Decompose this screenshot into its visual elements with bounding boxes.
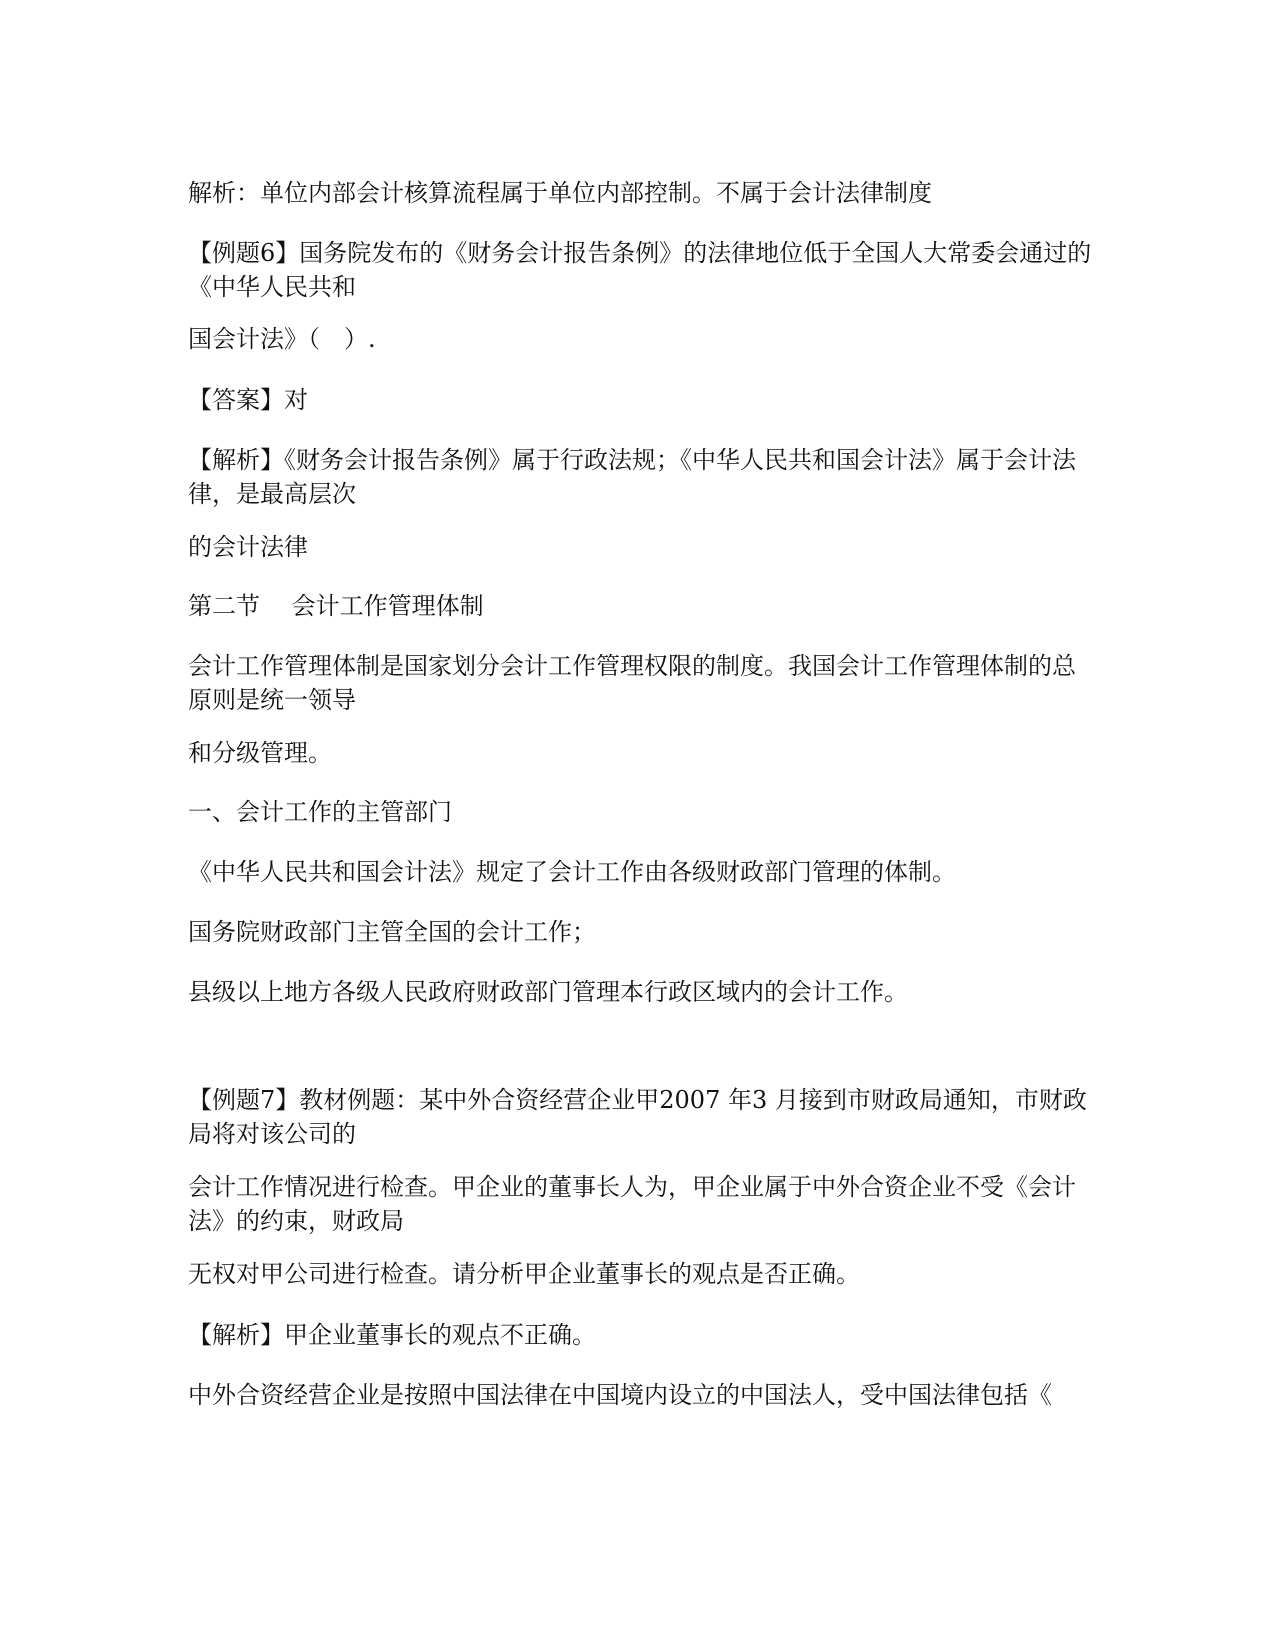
paragraph-management-system-continued: 和分级管理。 xyxy=(188,739,332,767)
paragraph-example-7-continued: 会计工作情况进行检查。甲企业的董事长人为，甲企业属于中外合资企业不受《会计法》的约束，财政局 xyxy=(188,1173,1076,1235)
subsection-heading: 一、会计工作的主管部门 xyxy=(188,798,452,826)
paragraph-management-system: 会计工作管理体制是国家划分会计工作管理权限的制度。我国会计工作管理体制的总原则是统一领导 xyxy=(188,652,1076,714)
paragraph-example-6: 【例题6】国务院发布的《财务会计报告条例》的法律地位低于全国人大常委会通过的《中华人民共和 xyxy=(188,239,1092,301)
paragraph-analysis-1: 解析：单位内部会计核算流程属于单位内部控制。不属于会计法律制度 xyxy=(188,179,932,207)
paragraph-analysis-2-continued: 的会计法律 xyxy=(188,533,308,561)
paragraph-example-7-question: 无权对甲公司进行检查。请分析甲企业董事长的观点是否正确。 xyxy=(188,1260,860,1288)
paragraph-answer: 【答案】对 xyxy=(188,386,308,414)
paragraph-joint-venture: 中外合资经营企业是按照中国法律在中国境内设立的中国法人，受中国法律包括《 xyxy=(188,1381,1052,1409)
paragraph-example-7: 【例题7】教材例题：某中外合资经营企业甲2007 年3 月接到市财政局通知，市财政局将对该公司的 xyxy=(188,1086,1087,1148)
paragraph-example-6-continued: 国会计法》（ ）. xyxy=(188,325,376,353)
paragraph-accounting-law: 《中华人民共和国会计法》规定了会计工作由各级财政部门管理的体制。 xyxy=(188,858,956,886)
paragraph-analysis-2: 【解析】《财务会计报告条例》属于行政法规；《中华人民共和国会计法》属于会计法律，是最高层次 xyxy=(188,446,1076,508)
section-heading: 第二节 会计工作管理体制 xyxy=(188,592,484,620)
paragraph-state-council: 国务院财政部门主管全国的会计工作； xyxy=(188,918,596,946)
paragraph-local-government: 县级以上地方各级人民政府财政部门管理本行政区域内的会计工作。 xyxy=(188,978,908,1006)
paragraph-analysis-3: 【解析】甲企业董事长的观点不正确。 xyxy=(188,1321,596,1349)
